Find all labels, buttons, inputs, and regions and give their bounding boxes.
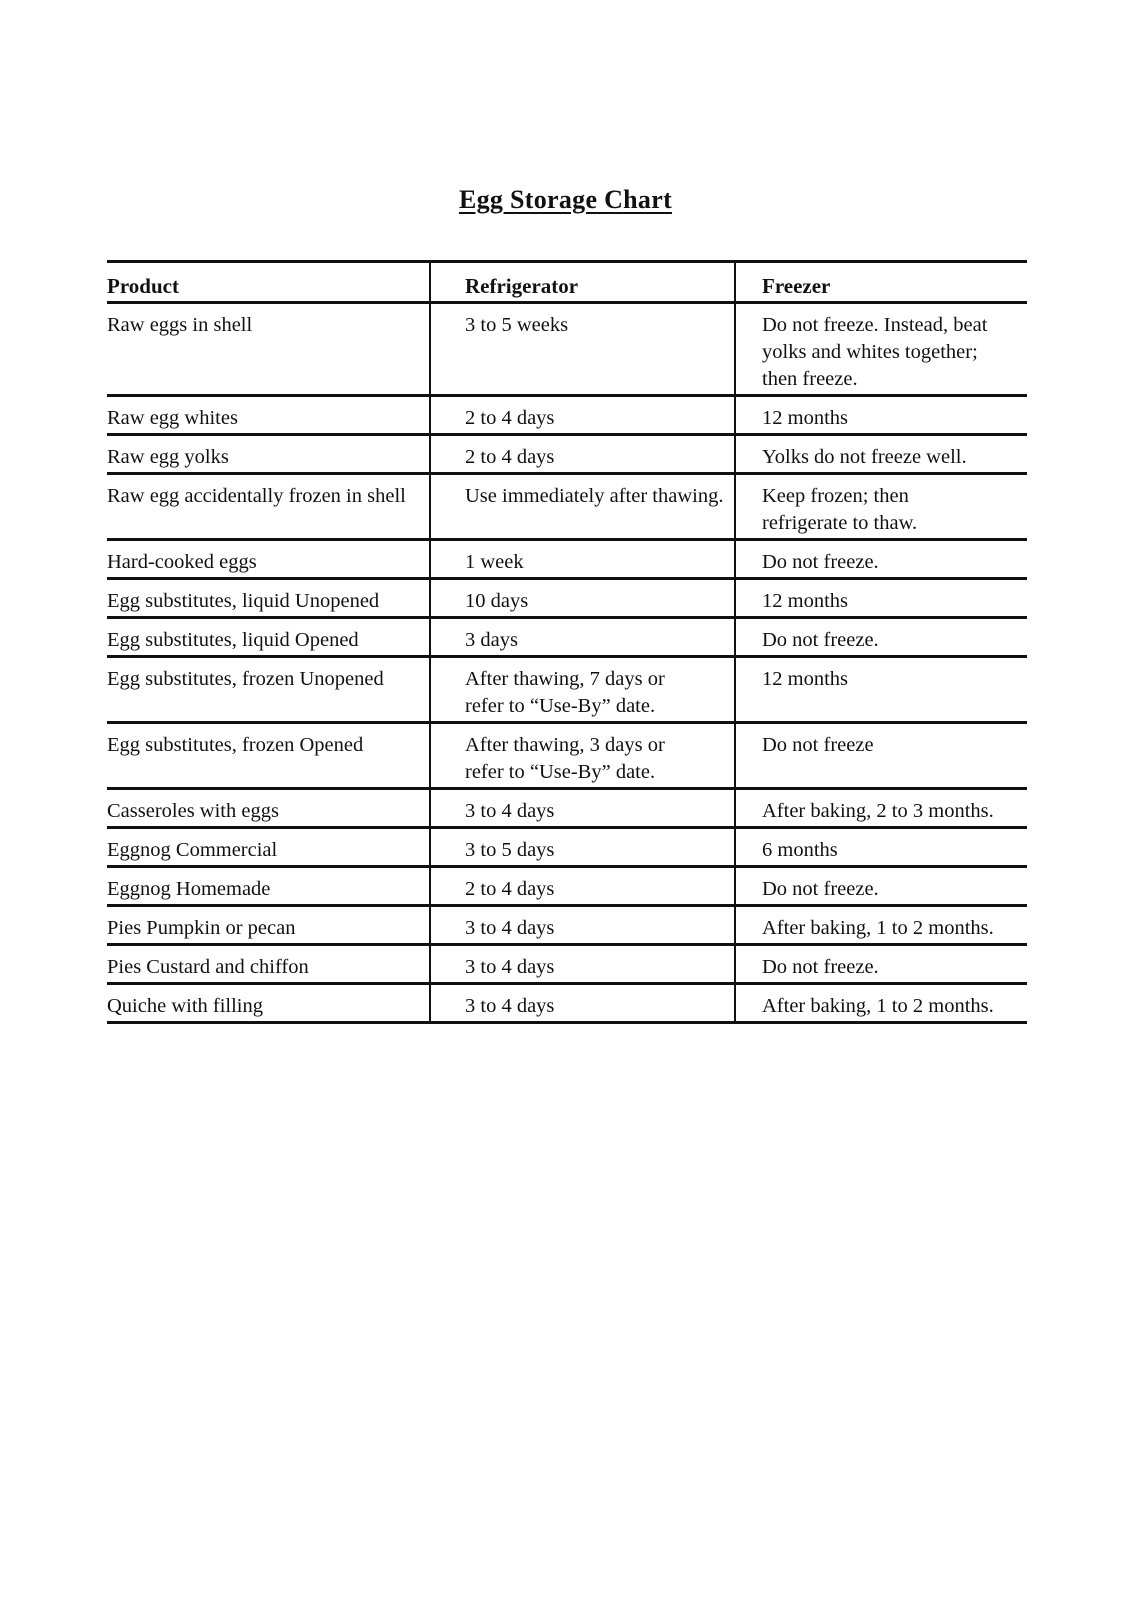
table-row — [107, 789, 1027, 828]
refrigerator-cell: 3 to 4 days — [430, 906, 735, 945]
product-cell: Eggnog Commercial — [107, 828, 430, 867]
table-row — [107, 657, 1027, 723]
table-row — [107, 474, 1027, 540]
freezer-cell: After baking, 1 to 2 months. — [735, 906, 1027, 945]
egg-storage-table — [107, 260, 1027, 1024]
refrigerator-cell: 2 to 4 days — [430, 435, 735, 474]
table-row — [107, 945, 1027, 984]
table-row — [107, 828, 1027, 867]
refrigerator-cell: 3 to 5 weeks — [430, 303, 735, 396]
product-cell: Egg substitutes, liquid Unopened — [107, 579, 430, 618]
product-cell: Raw egg whites — [107, 396, 430, 435]
table-row — [107, 618, 1027, 657]
refrigerator-cell: 10 days — [430, 579, 735, 618]
freezer-cell: 6 months — [735, 828, 1027, 867]
refrigerator-cell: 3 days — [430, 618, 735, 657]
refrigerator-cell: 3 to 4 days — [430, 789, 735, 828]
freezer-cell: After baking, 2 to 3 months. — [735, 789, 1027, 828]
product-cell: Eggnog Homemade — [107, 867, 430, 906]
freezer-cell: Keep frozen; then refrigerate to thaw. — [735, 474, 1027, 540]
freezer-cell: Do not freeze. — [735, 945, 1027, 984]
product-cell: Pies Custard and chiffon — [107, 945, 430, 984]
table-row — [107, 303, 1027, 396]
column-header-freezer: Freezer — [735, 262, 1027, 303]
product-cell: Egg substitutes, frozen Opened — [107, 723, 430, 789]
table-row — [107, 396, 1027, 435]
refrigerator-cell: Use immediately after thawing. — [430, 474, 735, 540]
table-row — [107, 723, 1027, 789]
freezer-cell: 12 months — [735, 657, 1027, 723]
product-cell: Egg substitutes, liquid Opened — [107, 618, 430, 657]
product-cell: Egg substitutes, frozen Unopened — [107, 657, 430, 723]
freezer-cell: Do not freeze. Instead, beat yolks and whites together; then freeze. — [735, 303, 1027, 396]
product-cell: Raw eggs in shell — [107, 303, 430, 396]
product-cell: Quiche with filling — [107, 984, 430, 1023]
page-title: Egg Storage Chart — [458, 185, 673, 214]
table-row — [107, 867, 1027, 906]
refrigerator-cell: 3 to 4 days — [430, 984, 735, 1023]
freezer-cell: Yolks do not freeze well. — [735, 435, 1027, 474]
product-cell: Pies Pumpkin or pecan — [107, 906, 430, 945]
refrigerator-cell: 2 to 4 days — [430, 867, 735, 906]
freezer-cell: 12 months — [735, 396, 1027, 435]
freezer-cell: After baking, 1 to 2 months. — [735, 984, 1027, 1023]
product-cell: Hard-cooked eggs — [107, 540, 430, 579]
table-row — [107, 540, 1027, 579]
refrigerator-cell: After thawing, 3 days or refer to “Use-By” date. — [430, 723, 735, 789]
freezer-cell: 12 months — [735, 579, 1027, 618]
product-cell: Casseroles with eggs — [107, 789, 430, 828]
refrigerator-cell: After thawing, 7 days or refer to “Use-By” date. — [430, 657, 735, 723]
table-header-row — [107, 262, 1027, 303]
table-row — [107, 435, 1027, 474]
column-header-refrigerator: Refrigerator — [430, 262, 735, 303]
product-cell: Raw egg accidentally frozen in shell — [107, 474, 430, 540]
freezer-cell: Do not freeze. — [735, 540, 1027, 579]
refrigerator-cell: 3 to 4 days — [430, 945, 735, 984]
freezer-cell: Do not freeze — [735, 723, 1027, 789]
product-cell: Raw egg yolks — [107, 435, 430, 474]
refrigerator-cell: 3 to 5 days — [430, 828, 735, 867]
refrigerator-cell: 1 week — [430, 540, 735, 579]
table-row — [107, 906, 1027, 945]
table-row — [107, 984, 1027, 1023]
column-header-product: Product — [107, 262, 430, 303]
table-row — [107, 579, 1027, 618]
refrigerator-cell: 2 to 4 days — [430, 396, 735, 435]
freezer-cell: Do not freeze. — [735, 618, 1027, 657]
freezer-cell: Do not freeze. — [735, 867, 1027, 906]
